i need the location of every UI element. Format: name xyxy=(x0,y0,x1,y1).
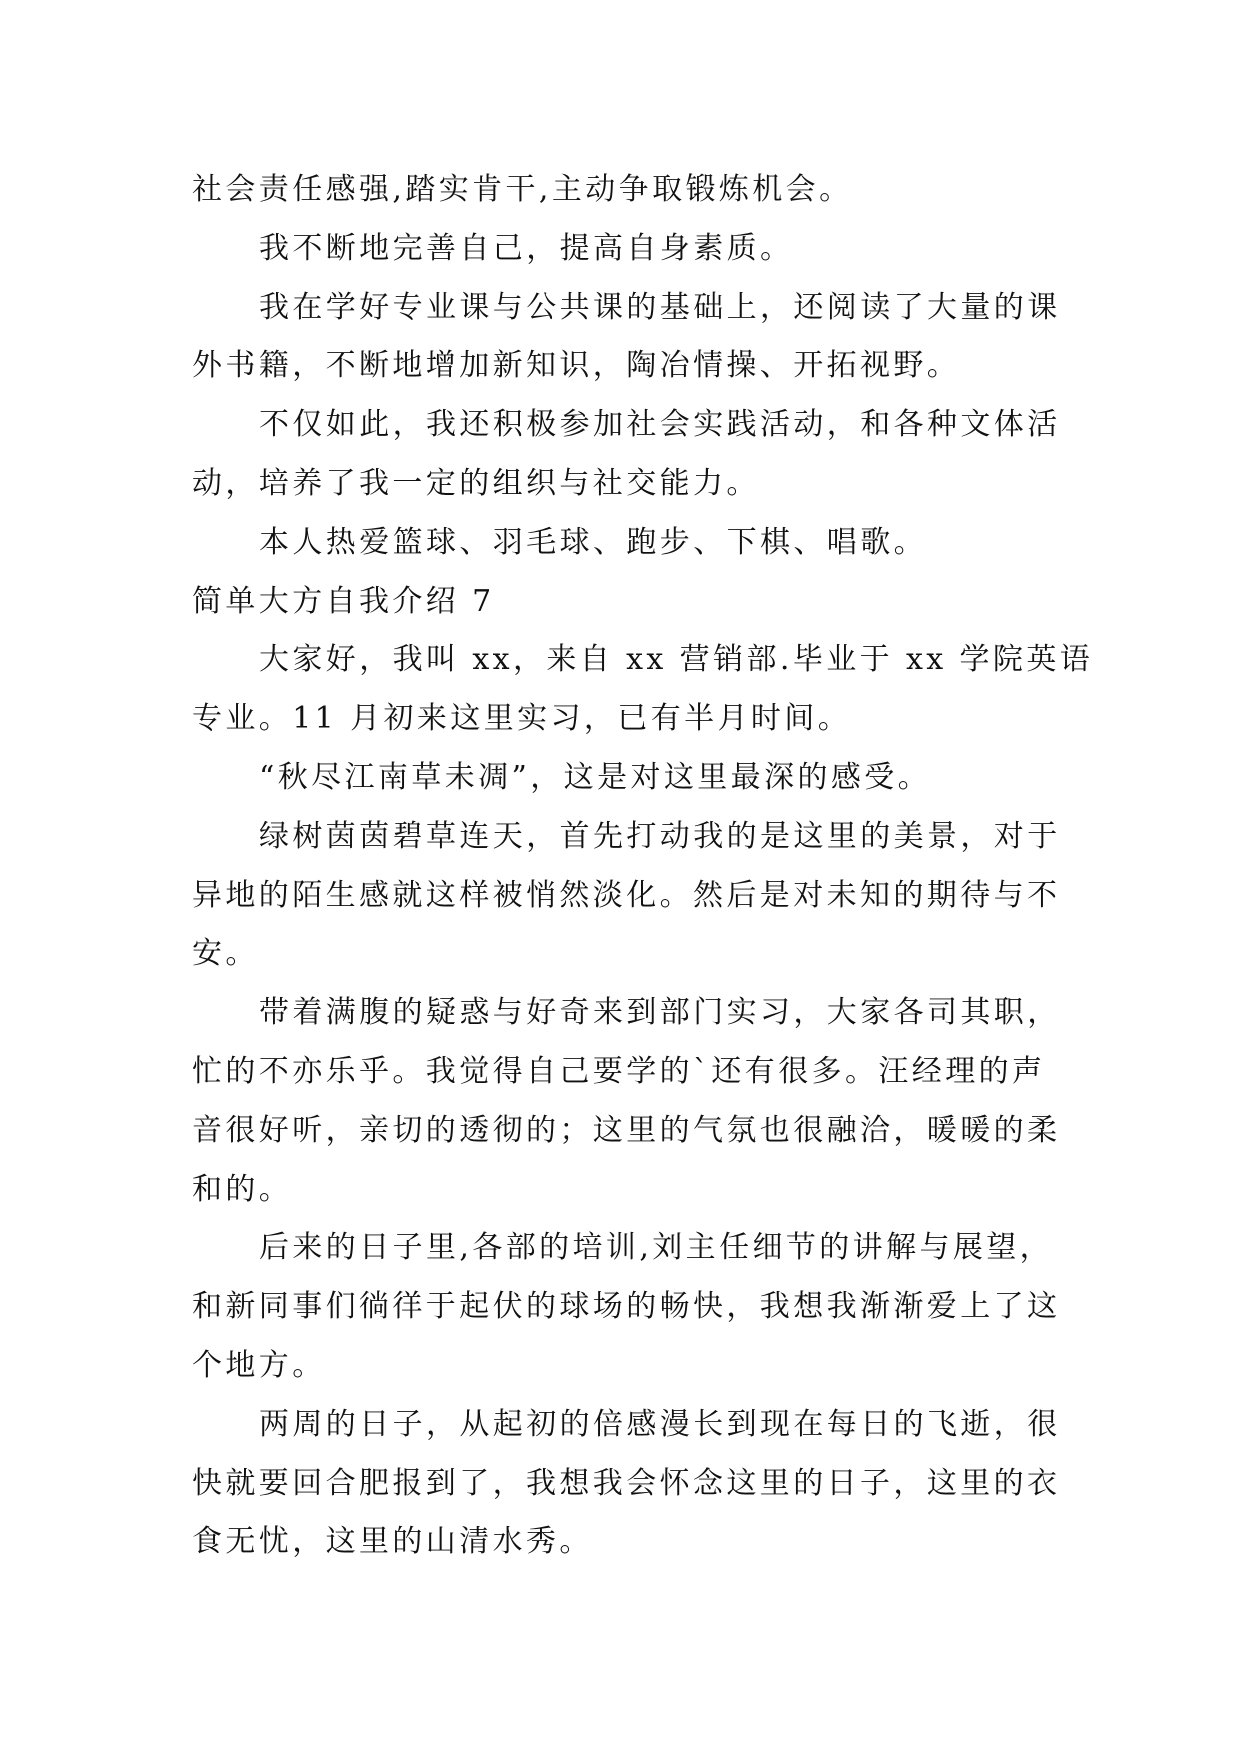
paragraph xyxy=(192,631,1192,749)
text-line: 我在学好专业课与公共课的基础上，还阅读了大量的课 xyxy=(259,289,1061,325)
text-line: 绿树茵茵碧草连天，首先打动我的是这里的美景，对于 xyxy=(259,818,1061,854)
text-line: 个地方。 xyxy=(192,1347,326,1383)
paragraph xyxy=(192,808,1192,984)
text-line: 我不断地完善自己，提高自身素质。 xyxy=(259,230,794,266)
paragraph xyxy=(192,220,1192,279)
text-line: 和的。 xyxy=(192,1171,293,1207)
paragraph xyxy=(192,1219,1192,1395)
text-line: 异地的陌生感就这样被悄然淡化。然后是对未知的期待与不 xyxy=(192,877,1061,913)
heading-text: 简单大方自我介绍 7 xyxy=(192,583,495,619)
text-line: 后来的日子里,各部的培训,刘主任细节的讲解与展望， xyxy=(259,1230,1054,1266)
paragraph xyxy=(192,514,1192,573)
text-line: 音很好听，亲切的透彻的；这里的气氛也很融洽，暖暖的柔 xyxy=(192,1112,1061,1148)
text-line: 专业。11 月初来这里实习，已有半月时间。 xyxy=(192,701,852,737)
text-line: 社会责任感强,踏实肯干,主动争取锻炼机会。 xyxy=(192,172,853,207)
text-line: 安。 xyxy=(192,936,259,972)
text-line: 外书籍，不断地增加新知识，陶冶情操、开拓视野。 xyxy=(192,348,961,384)
text-line: 带着满腹的疑惑与好奇来到部门实习，大家各司其职， xyxy=(259,995,1061,1031)
document-body xyxy=(192,161,1192,1572)
text-line: “秋尽江南草未凋”，这是对这里最深的感受。 xyxy=(259,759,932,795)
text-line: 忙的不亦乐乎。我觉得自己要学的`还有很多。汪经理的声 xyxy=(192,1053,1046,1089)
paragraph xyxy=(192,749,1192,808)
paragraph xyxy=(192,279,1192,397)
section-heading xyxy=(192,573,1192,632)
paragraph xyxy=(192,396,1192,514)
text-line: 不仅如此，我还积极参加社会实践活动，和各种文体活 xyxy=(259,407,1061,443)
text-line: 两周的日子，从起初的倍感漫长到现在每日的飞逝，很 xyxy=(259,1406,1061,1442)
paragraph xyxy=(192,1396,1192,1572)
text-line: 大家好，我叫 xx，来自 xx 营销部.毕业于 xx 学院英语 xyxy=(259,642,1094,678)
text-line: 和新同事们徜徉于起伏的球场的畅快，我想我渐渐爱上了这 xyxy=(192,1289,1061,1325)
text-line: 本人热爱篮球、羽毛球、跑步、下棋、唱歌。 xyxy=(259,524,927,560)
text-line: 食无忧，这里的山清水秀。 xyxy=(192,1524,593,1560)
paragraph xyxy=(192,984,1192,1219)
paragraph xyxy=(192,161,1192,220)
text-line: 快就要回合肥报到了，我想我会怀念这里的日子，这里的衣 xyxy=(192,1465,1061,1501)
text-line: 动，培养了我一定的组织与社交能力。 xyxy=(192,465,760,501)
